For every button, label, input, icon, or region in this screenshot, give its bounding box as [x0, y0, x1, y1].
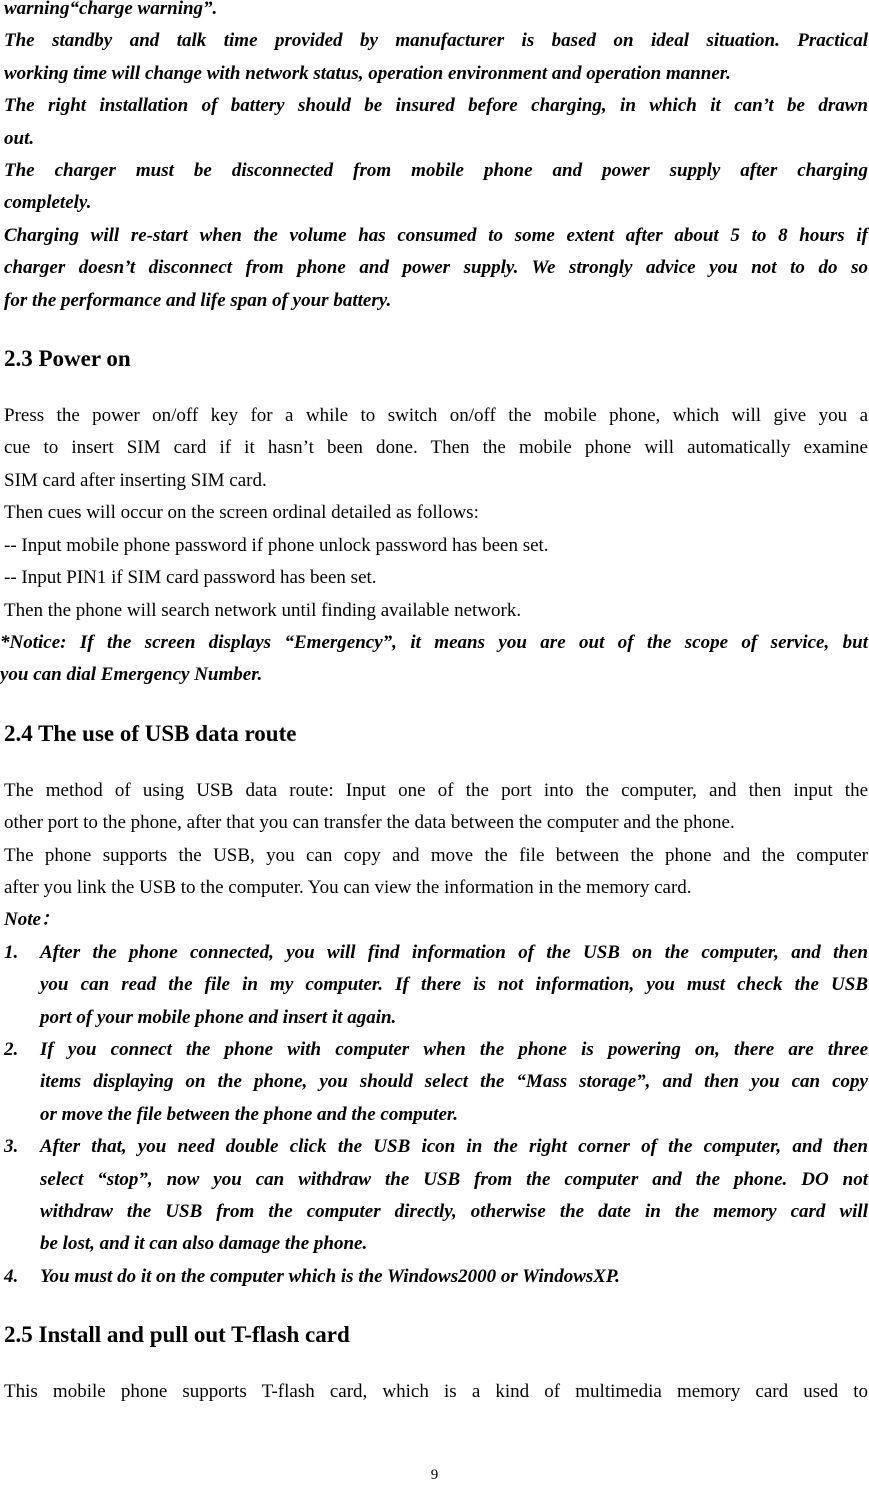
intro-line: out.	[4, 127, 35, 149]
item-line: After the phone connected, you will find information of the USB on the computer, and then	[40, 941, 868, 963]
intro-line: warning“charge warning”.	[4, 0, 218, 19]
item-number: 2.	[4, 1038, 19, 1060]
item-line: After that, you need double click the USB icon in the right corner of the computer, and then	[40, 1136, 868, 1158]
item-line: be lost, and it can also damage the phone.	[40, 1233, 368, 1255]
body-line: SIM card after inserting SIM card.	[4, 469, 267, 491]
body-line: Press the power on/off key for a while to switch on/off the mobile phone, which will give you a	[4, 405, 868, 427]
intro-line: The standby and talk time provided by manufacturer is based on ideal situation. Practical	[4, 30, 868, 52]
numbered-item	[4, 1034, 868, 1131]
intro-line: completely.	[4, 192, 92, 214]
body-line: -- Input PIN1 if SIM card password has been set.	[4, 567, 377, 589]
power-on-section	[0, 400, 868, 692]
item-line: select “stop”, now you can withdraw the USB from the computer and the phone. DO not	[40, 1168, 868, 1190]
section-heading-tflash: 2.5 Install and pull out T-flash card	[4, 1322, 350, 1348]
body-line: -- Input mobile phone password if phone unlock password has been set.	[4, 534, 549, 556]
numbered-item	[4, 1131, 868, 1261]
body-line: Then cues will occur on the screen ordinal detailed as follows:	[4, 502, 479, 524]
intro-line: The charger must be disconnected from mobile phone and power supply after charging	[4, 160, 868, 182]
intro-line: working time will change with network status, operation environment and operation manner.	[4, 62, 731, 84]
item-number: 1.	[4, 941, 19, 963]
body-line: This mobile phone supports T-flash card, which is a kind of multimedia memory card used to	[4, 1381, 868, 1403]
item-line: items displaying on the phone, you should select the “Mass storage”, and then you can copy	[40, 1071, 868, 1093]
item-line: withdraw the USB from the computer directly, otherwise the date in the memory card will	[40, 1201, 868, 1222]
body-line: Then the phone will search network until finding available network.	[4, 599, 522, 621]
intro-line: charger doesn’t disconnect from phone and power supply. We strongly advice you not to do so	[4, 257, 868, 279]
item-line: You must do it on the computer which is the Windows2000 or WindowsXP.	[40, 1265, 620, 1287]
intro-line: The right installation of battery should be insured before charging, in which it can’t be drawn	[4, 95, 868, 117]
usb-section	[4, 775, 868, 1294]
item-number: 4.	[4, 1265, 19, 1287]
intro-line: for the performance and life span of your battery.	[4, 289, 392, 311]
section-heading-power-on: 2.3 Power on	[4, 346, 131, 372]
item-number: 3.	[4, 1136, 19, 1158]
intro-section	[4, 0, 868, 317]
numbered-item	[4, 937, 868, 1034]
item-line: If you connect the phone with computer when the phone is powering on, there are three	[40, 1038, 868, 1060]
tflash-section	[4, 1376, 868, 1408]
intro-line: Charging will re-start when the volume has consumed to some extent after about 5 to 8 hours if	[4, 224, 868, 246]
section-heading-usb: 2.4 The use of USB data route	[4, 720, 297, 746]
numbered-item	[4, 1261, 868, 1293]
item-line: or move the file between the phone and the computer.	[40, 1103, 458, 1125]
item-line: port of your mobile phone and insert it again.	[40, 1006, 397, 1028]
body-line: cue to insert SIM card if it hasn’t been done. Then the mobile phone will automatically examine	[4, 437, 868, 459]
body-line: other port to the phone, after that you can transfer the data between the computer and the phone.	[4, 812, 735, 834]
body-line: after you link the USB to the computer. You can view the information in the memory card.	[4, 876, 692, 898]
body-line: The phone supports the USB, you can copy and move the file between the phone and the computer	[4, 844, 868, 866]
page-number: 9	[430, 1467, 439, 1483]
notice-line: *Notice: If the screen displays “Emergency”, it means you are out of the scope of service, but	[0, 631, 868, 653]
item-line: you can read the file in my computer. If there is not information, you must check the USB	[40, 974, 868, 996]
notice-line: you can dial Emergency Number.	[0, 664, 263, 686]
body-line: The method of using USB data route: Input one of the port into the computer, and then input the	[4, 779, 868, 801]
note-label: Note：	[4, 909, 60, 931]
